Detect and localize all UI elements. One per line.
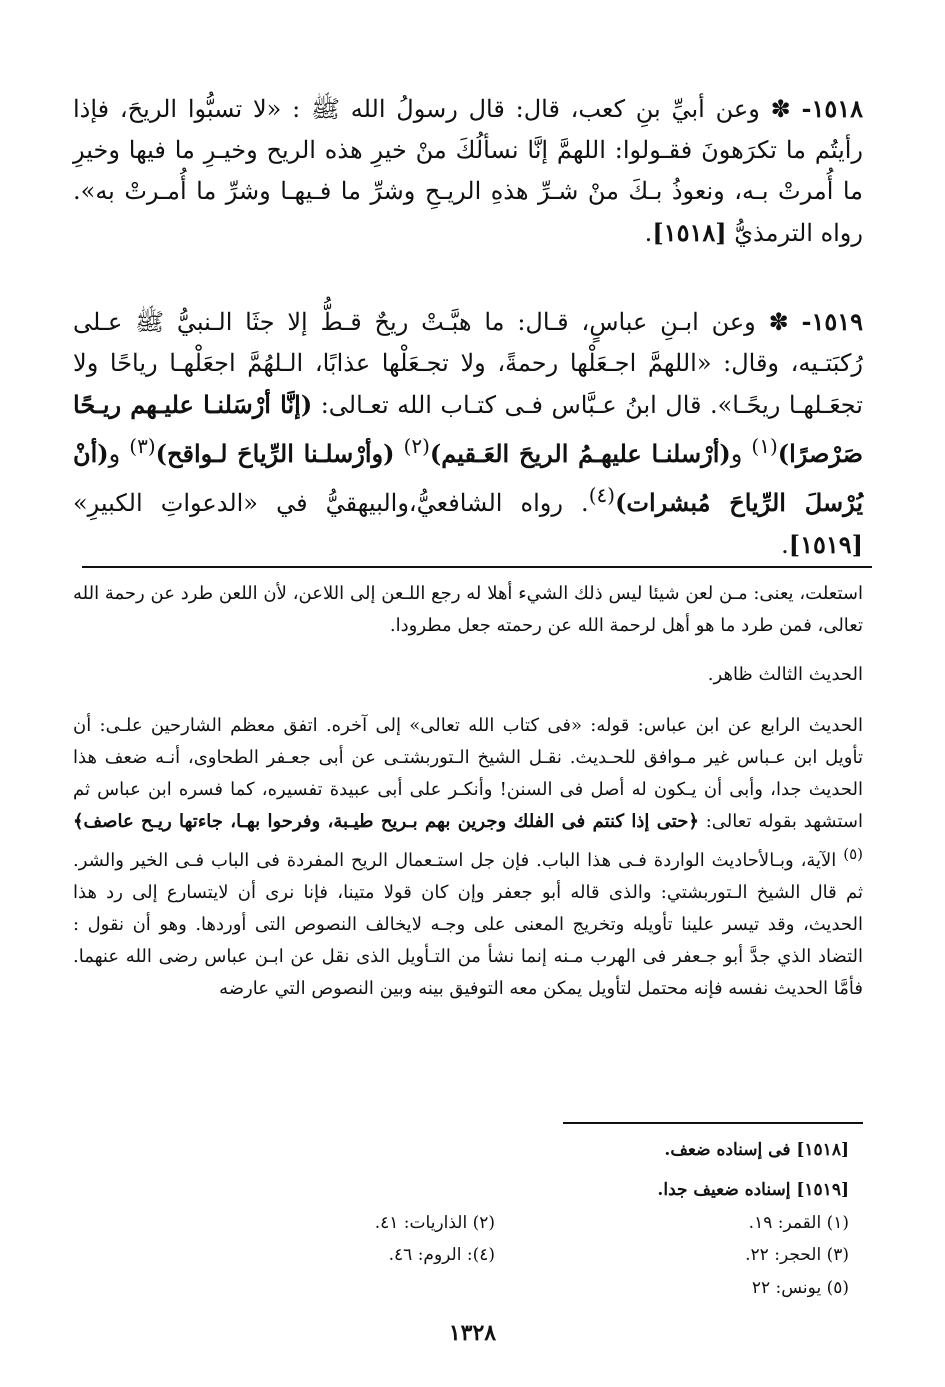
hadith-text: وعن أبيِّ بنِ كعب، قال: قال رسولُ الله ﷺ : «لا تسبُّوا الريحَ، فإذا رأيتُم ما تكرَهونَ فقـولوا: اللهمَّ إنَّا نسألُكَ منْ خيرِ هذه الريح وخيـرِ ما فيها وخيرِ ما أُمرتْ بـه، ونعوذُ بـكَ منْ شـرِّ هذهِ الريـحِ وشرِّ ما فـيهـا وشرِّ ما أُمـرتْ به». رواه الترمذيُّ bbox=[73, 95, 863, 247]
hadith-number: ١٥١٨- bbox=[801, 94, 863, 123]
footnote-quran-3: (٣) الحجر: ٢٢. bbox=[745, 1245, 849, 1265]
quran-quote-4: (أنْ يُرْسلَ الرِّياحَ مُبشرات) bbox=[73, 439, 863, 517]
commentary-paragraph-2: الحديث الثالث ظاهر. bbox=[707, 664, 863, 685]
commentary-paragraph-3 bbox=[73, 710, 863, 1005]
conjunction: و bbox=[108, 440, 130, 468]
footnote-quran-5: (٥) يونس: ٢٢ bbox=[751, 1278, 849, 1298]
footnote-marker: (٤) bbox=[588, 483, 616, 507]
hadith-reference: [١٥١٨] bbox=[652, 218, 727, 247]
footnote-1519: [١٥١٩] إسناده ضعيف جدا. bbox=[657, 1180, 849, 1200]
footnote-quran-1: (١) القمر: ١٩. bbox=[748, 1213, 849, 1233]
quran-quote-1: (إنَّا أرْسَلنـا عليـهم ريـحًا صَرْصرًا) bbox=[73, 390, 864, 468]
star-icon: ✽ bbox=[768, 308, 789, 336]
footnote-marker: (١) bbox=[751, 434, 778, 458]
quran-quote-3: (وأرْسلـنا الرِّياحَ لـواقح) bbox=[155, 439, 395, 468]
quran-quote-5: ﴿حتى إذا كنتم فى الفلك وجرين بهم بـريح طيـبة، وفرحوا بهـا، جاءتها ريـح عاصف﴾ bbox=[73, 811, 699, 832]
hadith-end: . bbox=[644, 219, 653, 247]
conjunction: و bbox=[730, 440, 752, 468]
page-number: ١٣٢٨ bbox=[448, 1320, 497, 1346]
footnote-marker: (٥) bbox=[843, 845, 863, 863]
hadith-1519 bbox=[73, 301, 863, 566]
hadith-end: . bbox=[781, 531, 789, 559]
footnote-1518: [١٥١٨] فى إسناده ضعف. bbox=[664, 1140, 849, 1160]
hadith-text: وعن ابـنِ عباسٍ، قـال: ما هبَّـتْ ريحٌ قـطُّ إلا جثَا الـنبيُّ ﷺ عـلى رُكبَتـيه، وقال: «اللهمَّ اجـعَلْها رحمةً، ولا تجـعَلْها عذابًا، الـلهُمَّ اجعَلْهـا رياحًا ولا تجعَـلهـا ريحًـا». قال ابنُ عـبَّاس فـى كتـاب الله تعـالى: bbox=[73, 308, 863, 419]
quran-quote-2: (أرْسلنـا عليهـمُ الريحَ العَـقيم) bbox=[429, 439, 731, 468]
hadith-text-end: . رواه الشافعيُّ،والبيهقيُّ في «الدعواتِ الكبيرِ» bbox=[73, 489, 589, 517]
hadith-reference: [١٥١٩] bbox=[788, 530, 863, 559]
section-divider bbox=[82, 566, 872, 568]
footnote-marker: (٣) bbox=[129, 434, 156, 458]
commentary-paragraph-1: استعلت، يعنى: مـن لعن شيئا ليس ذلك الشيء أهلا له رجع اللـعن إلى اللاعن، لأن اللعن طرد عن رحمة الله تعالى، فمن طرد ما هو أهل لرحمة الله عن رحمته جعل مطرودا. bbox=[73, 583, 863, 636]
conjunction bbox=[394, 440, 403, 468]
footnote-marker: (٢) bbox=[403, 434, 430, 458]
footnote-quran-4: (٤): الروم: ٤٦. bbox=[388, 1245, 495, 1265]
commentary-text-continued: الآية، وبـالأحاديث الواردة فـى هذا الباب. فإن جل استـعمال الريح المفردة فى الباب فـى الخير والشر. ثم قال الشيخ الـتوربشتي: والذى قاله أبو جعفر وإن كان قولا متينا، فإنا نرى أن لايتسارع إلى رد هذا الحديث، وقد تيسر علينا تأويله وتخريج المعنى على وجـه لايخالف النصوص التى أوردها. وهو أن نقول : التضاد الذي جدَّ أبو جـعفر فى الهرب مـنه إنما نشأ من التـأويل الذى نقل عن ابـن عباس رضى الله عنهما. فأمَّا الحديث نفسه فإنه محتمل لتأويل يمكن معه التوفيق بينه وبين النصوص التي عارضه bbox=[73, 850, 863, 999]
footnote-divider bbox=[563, 1122, 863, 1124]
hadith-number: ١٥١٩- bbox=[801, 307, 863, 336]
commentary-text: الحديث الرابع عن ابن عباس: قوله: «فى كتاب الله تعالى» إلى آخره. اتفق معظم الشارحين علـى: أن تأويل ابن عـباس غير مـوافق للحـديث. نقـل الشيخ الـتوربشتـى عن أبى جعـفر الطحاوى، أنـه ضعف هذا الحديث جدا، وأبى أن يـكون له أصل فى السنن! وأنكـر على أبى عبيدة تفسيره، كما فسره ابن عباس ثم استشهد بقوله تعالى: bbox=[73, 715, 863, 832]
star-icon: ✽ bbox=[770, 95, 791, 123]
footnote-quran-2: (٢) الذاريات: ٤١. bbox=[374, 1213, 495, 1233]
hadith-1518 bbox=[73, 88, 863, 254]
